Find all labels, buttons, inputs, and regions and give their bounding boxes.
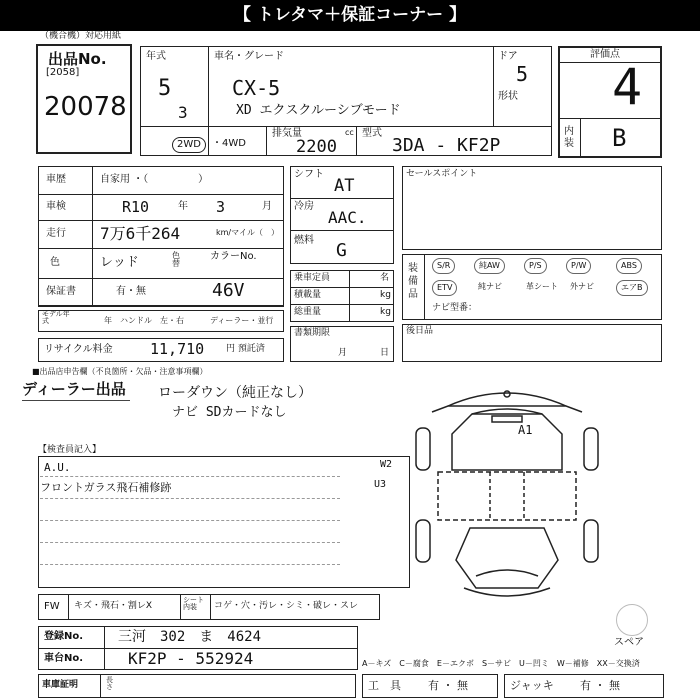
jack-label: ジャッキ — [510, 679, 554, 692]
displacement-value: 2200 — [296, 137, 337, 157]
inspection-label: 車検 — [46, 201, 66, 212]
inspection-year-unit: 年 — [178, 201, 188, 212]
equip-seat: 革シート — [526, 282, 558, 291]
registration-value: 三河 302 ま 4624 — [118, 629, 262, 645]
ac-value: AAC. — [328, 208, 367, 227]
model-year-col: 年 — [104, 316, 112, 325]
top-note: （機合機）対応用紙 — [40, 31, 122, 41]
drive-2wd: 2WD — [172, 137, 206, 153]
displacement-unit: cc — [345, 128, 354, 137]
interior-label: 内装 — [564, 126, 574, 149]
car-grade: XD エクスクルーシブモード — [236, 103, 401, 118]
equip-navi: 純ナビ — [478, 282, 502, 291]
drive-4wd: ・4WD — [212, 138, 246, 149]
year-label: 年式 — [146, 51, 166, 62]
door-label: ドア — [498, 51, 518, 62]
shape-label: 形状 — [498, 91, 518, 102]
inspection-year: R10 — [122, 198, 150, 216]
sales-point-label: セールスポイント — [406, 169, 478, 179]
car-diagram — [404, 380, 610, 616]
capacity-seats-unit: 名 — [380, 273, 390, 283]
after-items-box — [402, 324, 662, 362]
equip-pw: P/W — [566, 258, 591, 274]
legend-items: キズ・飛石・割レX — [74, 601, 152, 611]
vin-value: KF2P - 552924 — [128, 649, 254, 668]
dealer-value: ディーラー・並行 — [210, 316, 274, 325]
color-sub: 色替 — [172, 251, 180, 268]
year-value: 5 — [158, 76, 172, 101]
equip-ps: P/S — [524, 258, 547, 274]
name-label: 車名・グレード — [214, 51, 284, 62]
legend-fw: FW — [44, 601, 60, 612]
equip-etv: ETV — [432, 280, 457, 296]
inspector-line1: A.U. — [44, 461, 71, 474]
equipment-label: 装備品 — [408, 263, 418, 300]
ac-label: 冷房 — [294, 201, 314, 212]
notes-line1: ディーラー出品 — [22, 380, 126, 398]
warranty-value: 有・無 — [116, 286, 146, 297]
recycle-unit: 円 預託済 — [226, 344, 265, 354]
history-label: 車歴 — [46, 174, 66, 185]
garage-cert-sub: 長さ — [106, 676, 113, 691]
car-name: CX-5 — [232, 76, 281, 100]
recycle-label: リサイクル料金 — [44, 344, 113, 355]
mileage-value: 7万6千264 — [100, 224, 181, 243]
score-value: 4 — [612, 58, 643, 116]
spare-label: スペア — [614, 637, 644, 648]
color-no-label: カラーNo. — [210, 251, 257, 262]
equip-airbag: エアB — [616, 280, 648, 296]
interior-value: B — [612, 124, 627, 152]
mileage-unit: km/マイル（ ） — [216, 228, 279, 237]
tool-label: 工 具 — [368, 679, 401, 692]
notes-line2: ローダウン（純正なし） — [158, 385, 312, 401]
inspector-label: 【検査員記入】 — [38, 445, 102, 455]
shift-value: AT — [334, 176, 355, 196]
footer-row — [38, 674, 356, 698]
garage-cert-label: 車庫証明 — [42, 680, 79, 690]
document-deadline-month: 月 — [338, 348, 348, 358]
score-label: 評価点 — [590, 49, 620, 60]
legend-codes: A－キズ C－腐食 E－エクボ S－サビ U－凹ミ W－補修 XX－交換済 — [362, 659, 640, 668]
document-deadline-label: 書類期限 — [294, 328, 331, 338]
tool-value: 有 ・ 無 — [428, 679, 468, 692]
jack-value: 有 ・ 無 — [580, 679, 620, 692]
month-value: 3 — [178, 103, 188, 122]
color-value: レッド — [100, 255, 139, 270]
diagram-mark-w2: W2 — [380, 459, 393, 470]
color-no-value: 46V — [212, 280, 245, 301]
color-label: 色 — [50, 257, 60, 268]
door-value: 5 — [516, 62, 529, 86]
handle-value: ハンドル 左・右 — [120, 316, 184, 325]
capacity-total-label: 総重量 — [294, 307, 322, 317]
history-value: 自家用 ・（ ） — [100, 174, 209, 185]
recycle-value: 11,710 — [150, 340, 205, 358]
notes-header: ■出品店申告欄（不良箇所・欠品・注意事項欄） — [32, 367, 208, 376]
equip-sr: S/R — [432, 258, 455, 274]
spare-tire-icon — [616, 604, 648, 636]
document-deadline-day: 日 — [380, 348, 390, 358]
equip-aw: 純AW — [474, 258, 505, 274]
capacity-load-label: 積載量 — [294, 290, 322, 300]
capacity-seats-label: 乗車定員 — [294, 273, 331, 283]
fuel-label: 燃料 — [294, 235, 314, 246]
inspection-month-unit: 月 — [262, 201, 272, 212]
legend-seat-label: シート内装 — [183, 596, 204, 611]
vin-label: 車台No. — [44, 653, 84, 664]
equip-ext-navi: 外ナビ — [570, 282, 594, 291]
lot-number: 20078 — [44, 92, 127, 122]
after-items-label: 後日品 — [406, 326, 434, 336]
displacement-label: 排気量 — [272, 128, 302, 139]
capacity-load-unit: kg — [380, 290, 391, 300]
navi-model-label: ナビ型番： — [432, 303, 478, 313]
mileage-label: 走行 — [46, 228, 66, 239]
warranty-label: 保証書 — [46, 286, 76, 297]
diagram-mark-a1: A1 — [518, 423, 533, 437]
legend-seat-items: コゲ・穴・汚レ・シミ・破レ・スレ — [214, 601, 359, 611]
inspector-line2: フロントガラス飛石補修跡 — [40, 481, 172, 494]
model-year-label: モデル年式 — [42, 310, 70, 325]
equip-abs: ABS — [616, 258, 642, 274]
lot-small-code: [2058] — [46, 67, 80, 78]
notes-line3: ナビ SDカードなし — [172, 405, 287, 420]
lot-label: 出品No. — [48, 50, 107, 68]
inspection-month: 3 — [216, 198, 226, 216]
registration-label: 登録No. — [44, 631, 84, 642]
capacity-total-unit: kg — [380, 307, 391, 317]
model-value: 3DA - KF2P — [392, 135, 501, 156]
fuel-value: G — [336, 240, 347, 261]
diagram-mark-u3: U3 — [374, 479, 387, 490]
model-label: 型式 — [362, 128, 382, 139]
header-title: 【 トレタマ＋保証コーナー 】 — [233, 5, 467, 25]
shift-label: シフト — [294, 169, 324, 180]
